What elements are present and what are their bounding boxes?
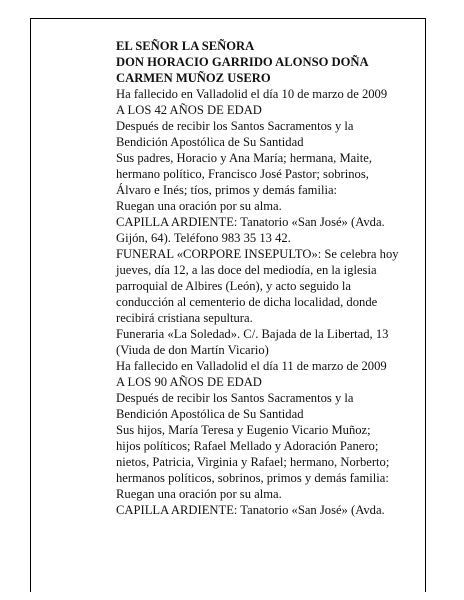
obituary1-family-1: Sus padres, Horacio y Ana María; hermana, Maite, (116, 151, 372, 165)
obituary1-prayer: Ruegan una oración por su alma. (116, 199, 282, 213)
obituary2-sacraments-1: Después de recibir los Santos Sacramentos y la (116, 391, 354, 405)
obituary2-prayer: Ruegan una oración por su alma. (116, 487, 282, 501)
obituary2-family-3: nietos, Patricia, Virginia y Rafael; hermano, Norberto; (116, 455, 390, 469)
obituary2-sacraments-2: Bendición Apostólica de Su Santidad (116, 407, 304, 421)
obituary1-funeral-5: recibirá cristiana sepultura. (116, 311, 253, 325)
obituary1-sacraments-1: Después de recibir los Santos Sacramentos y la (116, 119, 354, 133)
header-line-1: EL SEÑOR LA SEÑORA (116, 39, 255, 53)
header-line-3: CARMEN MUÑOZ USERO (116, 71, 271, 85)
obituary1-funeral-home-1: Funeraria «La Soledad». C/. Bajada de la Libertad, 13 (116, 327, 389, 341)
obituary1-funeral-1: FUNERAL «CORPORE INSEPULTO»: Se celebra hoy (116, 247, 399, 261)
obituary2-family-4: hermanos políticos, sobrinos, primos y demás familia: (116, 471, 389, 485)
header-line-2: DON HORACIO GARRIDO ALONSO DOÑA (116, 55, 369, 69)
border-left (30, 18, 31, 592)
obituary1-funeral-home-2: (Viuda de don Martín Vicario) (116, 343, 269, 357)
obituary1-chapel-1: CAPILLA ARDIENTE: Tanatorio «San José» (Avda. (116, 215, 385, 229)
obituary1-sacraments-2: Bendición Apostólica de Su Santidad (116, 135, 304, 149)
obituary1-funeral-3: parroquial de Albires (León), y acto seguido la (116, 279, 352, 293)
obituary2-chapel: CAPILLA ARDIENTE: Tanatorio «San José» (Avda. (116, 503, 385, 517)
obituary1-death: Ha fallecido en Valladolid el día 10 de marzo de 2009 (116, 87, 388, 101)
obituary2-age: A LOS 90 AÑOS DE EDAD (116, 375, 262, 389)
obituary1-age: A LOS 42 AÑOS DE EDAD (116, 103, 262, 117)
obituary1-funeral-2: jueves, día 12, a las doce del mediodía, en la iglesia (116, 263, 377, 277)
obituary1-chapel-2: Gijón, 64). Teléfono 983 35 13 42. (116, 231, 291, 245)
obituary2-family-1: Sus hijos, María Teresa y Eugenio Vicario Muñoz; (116, 423, 371, 437)
border-top (30, 18, 426, 19)
border-right (425, 18, 426, 592)
obituary-column (116, 38, 422, 518)
obituary1-family-3: Álvaro e Inés; tíos, primos y demás familia: (116, 183, 338, 197)
obituary1-family-2: hermano político, Francisco José Pastor; sobrinos, (116, 167, 369, 181)
obituary2-death: Ha fallecido en Valladolid el día 11 de marzo de 2009 (116, 359, 387, 373)
obituary1-funeral-4: conducción al cementerio de dicha localidad, donde (116, 295, 378, 309)
obituary2-family-2: hijos políticos; Rafael Mellado y Adoración Panero; (116, 439, 379, 453)
